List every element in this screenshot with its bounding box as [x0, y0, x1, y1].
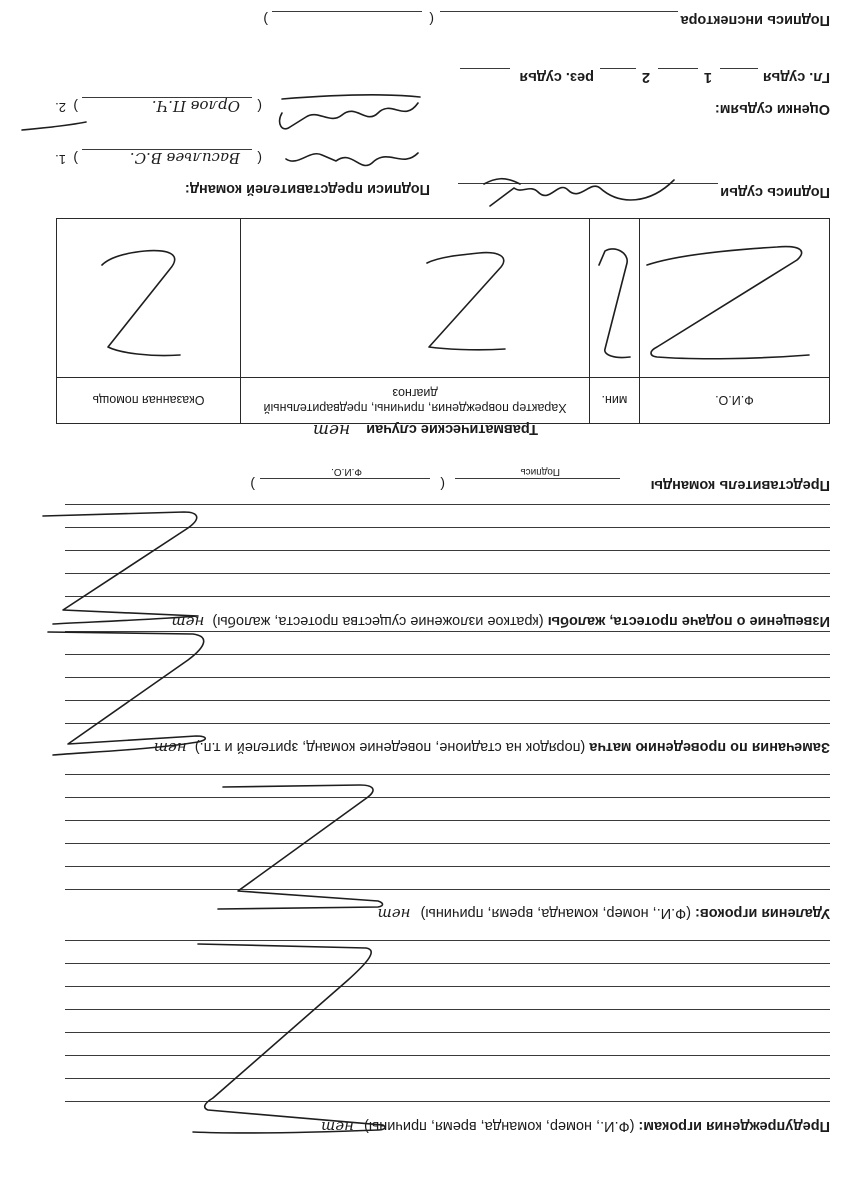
team-rep-sign-line	[455, 478, 620, 479]
expulsions-line	[65, 843, 830, 844]
ratings-ar1-line	[658, 68, 698, 69]
trauma-name-strike-mark	[642, 240, 817, 365]
inspector-close-paren: )	[263, 12, 268, 28]
ratings-ar2-label: 2	[641, 69, 650, 85]
ratings-ar2-line	[600, 68, 636, 69]
expulsions-line	[65, 820, 830, 821]
warnings-section	[50, 1118, 830, 1136]
remarks-answer: нет	[153, 739, 187, 757]
team-rep-signature-2-open-paren: (	[257, 99, 262, 115]
ratings-reserve-line	[460, 68, 510, 69]
team-rep-signature-1-number: 1.	[55, 152, 66, 167]
team-rep-open-paren: (	[440, 477, 445, 493]
ratings-main-ref-label: Гл. судья	[762, 69, 830, 85]
remarks-heading: Замечания по проведению матча	[589, 739, 830, 755]
referee-signature-label: Подпись судьи	[720, 184, 830, 200]
team-reps-signatures-section	[30, 181, 430, 197]
referee-signature	[480, 166, 680, 214]
expulsions-line	[65, 889, 830, 890]
inspector-label: Подпись инспектора	[680, 12, 830, 28]
protest-strike-mark	[38, 508, 238, 628]
referee-signature-section	[430, 160, 830, 200]
team-rep-close-paren: )	[250, 477, 255, 493]
trauma-answer: нет	[312, 420, 351, 440]
trauma-min-strike-mark	[593, 238, 635, 363]
team-rep-heading: Представитель команды	[650, 477, 830, 493]
expulsions-heading: Удаления игроков:	[695, 905, 830, 921]
team-rep-signature-row	[50, 91, 430, 115]
ratings-main-ref-line	[720, 68, 758, 69]
inspector-sign-line	[440, 11, 678, 12]
ratings-section	[450, 101, 830, 117]
remarks-strike-mark	[38, 625, 248, 760]
inspector-open-paren: (	[429, 12, 434, 28]
team-rep-signature-1-close-paren: )	[73, 151, 78, 167]
team-rep-name-caption: Ф.И.О.	[331, 466, 362, 477]
trauma-col-injury: Характер повреждения, причины, предварительный диагноз	[241, 378, 590, 424]
expulsions-answer: нет	[377, 905, 411, 923]
team-rep-signature-1-open-paren: (	[257, 151, 262, 167]
remarks-hint: (порядок на стадионе, поведение команд, зрителей и т.п.)	[194, 739, 586, 755]
warnings-heading: Предупреждения игрокам:	[638, 1118, 830, 1134]
ratings-heading: Оценки судьям:	[714, 101, 830, 117]
expulsions-line	[65, 866, 830, 867]
protest-line	[65, 504, 830, 505]
warnings-hint: (Ф.И., номер, команда, время, причины)	[363, 1118, 635, 1134]
team-rep-sign-caption: Подпись	[520, 466, 560, 477]
expulsions-line	[65, 774, 830, 775]
warnings-answer: нет	[320, 1118, 354, 1136]
expulsions-hint: (Ф.И., номер, команда, время, причины)	[420, 905, 691, 921]
inspector-section	[263, 4, 830, 28]
expulsions-strike-mark	[208, 780, 408, 915]
team-rep-signature-1	[282, 143, 422, 173]
trauma-cell-help	[57, 219, 241, 378]
trauma-help-strike-mark	[95, 241, 200, 361]
expulsions-line	[65, 797, 830, 798]
protest-answer: нет	[171, 613, 205, 631]
team-rep-signature-2-number: 2.	[55, 100, 66, 115]
expulsions-section	[50, 905, 830, 923]
team-rep-section	[50, 453, 830, 493]
team-rep-signature-1-name: Васильев В.С.	[129, 149, 240, 167]
trauma-cell-min	[590, 219, 640, 378]
trauma-col-name: Ф.И.О.	[639, 378, 829, 424]
inspector-name-line	[272, 11, 422, 12]
team-rep-signature-row	[50, 143, 430, 167]
ratings-reserve-label: рез. судья	[519, 69, 594, 85]
team-rep-name-line	[260, 478, 430, 479]
trauma-col-help: Оказанная помощь	[57, 378, 241, 424]
trauma-table	[56, 218, 830, 424]
team-rep-signature-2-close-paren: )	[73, 99, 78, 115]
trauma-cell-injury	[241, 219, 590, 378]
ratings-ar1-label: 1	[703, 69, 712, 85]
ratings-row	[430, 61, 830, 85]
trauma-injury-strike-mark	[419, 245, 519, 355]
warnings-strike-mark	[168, 940, 408, 1140]
trauma-cell-name	[639, 219, 829, 378]
trauma-col-min: мин.	[590, 378, 640, 424]
team-reps-signatures-heading: Подписи представителей команд:	[184, 181, 430, 197]
team-reps-margin-mark	[18, 118, 88, 132]
protest-heading: Извещение о подаче протеста, жалобы	[547, 613, 830, 629]
protest-hint: (краткое изложение существа протеста, жалобы)	[212, 613, 544, 629]
trauma-heading: Травматические случаи	[366, 421, 538, 437]
team-rep-signature-2	[272, 89, 422, 133]
team-rep-signature-2-name: Орлов П.Ч.	[151, 97, 240, 115]
